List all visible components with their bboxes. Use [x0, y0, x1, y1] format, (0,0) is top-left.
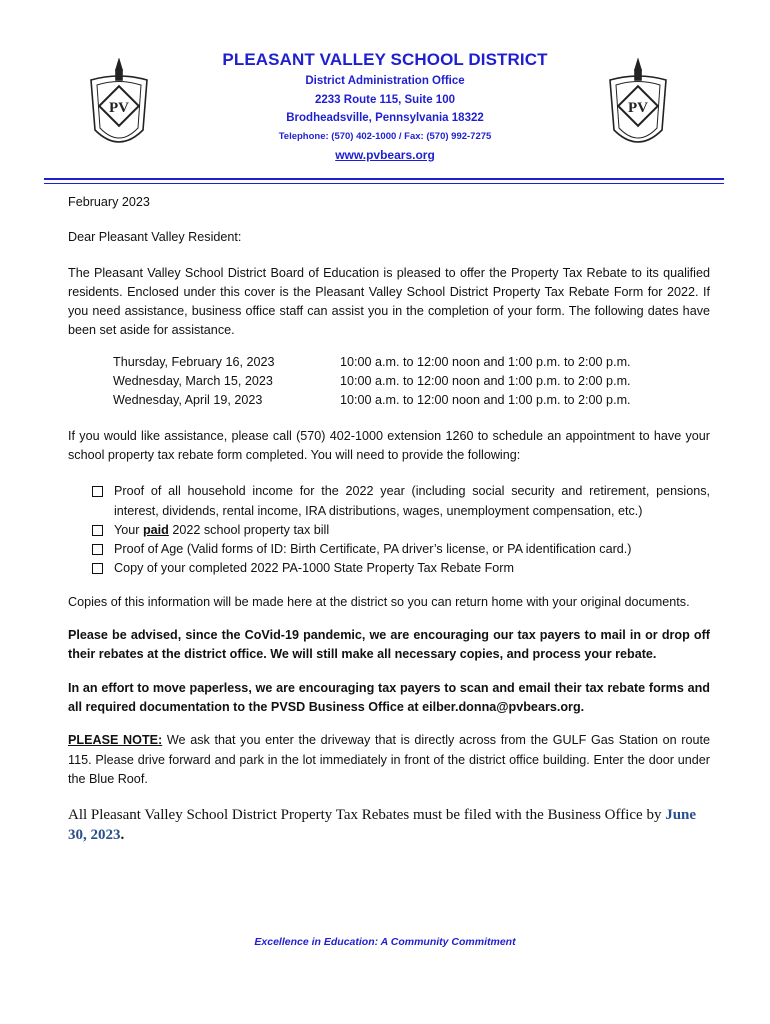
phone-fax: Telephone: (570) 402-1000 / Fax: (570) 992-7275: [278, 130, 492, 142]
header-divider: [44, 178, 724, 184]
date-time: 10:00 a.m. to 12:00 noon and 1:00 p.m. to 2:00 p.m.: [340, 374, 631, 389]
footer-motto: Excellence in Education: A Community Commitment: [254, 936, 516, 948]
letterhead: [0, 50, 770, 162]
checkbox-icon: [92, 525, 103, 536]
deadline-end: .: [120, 827, 125, 844]
date-day: Wednesday, March 15, 2023: [113, 374, 273, 389]
paid-emphasis: paid: [142, 522, 169, 537]
checklist-item-text: Proof of Age (Valid forms of ID: Birth Certificate, PA driver’s license, or PA identification card.): [114, 542, 632, 557]
salutation: Dear Pleasant Valley Resident:: [68, 230, 242, 245]
please-note-paragraph: [68, 731, 710, 789]
paperless-notice: In an effort to move paperless, we are encouraging tax payers to scan and email their tax rebate forms and all required documentation to the PVSD Business Office at eilber.donna@pvbears.org.: [68, 680, 710, 714]
checklist-item: [92, 540, 710, 559]
checkbox-icon: [92, 486, 103, 497]
checklist-item: [92, 521, 710, 540]
date-row: [113, 372, 710, 391]
date-row: [113, 353, 710, 372]
svg-text:PV: PV: [628, 100, 648, 116]
date-time: 10:00 a.m. to 12:00 noon and 1:00 p.m. to 2:00 p.m.: [340, 393, 631, 408]
letter-body: [68, 193, 710, 845]
checkbox-icon: [92, 544, 103, 555]
date-time: 10:00 a.m. to 12:00 noon and 1:00 p.m. to 2:00 p.m.: [340, 354, 631, 369]
deadline-paragraph: [68, 805, 710, 845]
date-row: [113, 391, 710, 410]
letter-date: February 2023: [68, 195, 150, 209]
street-address: 2233 Route 115, Suite 100: [315, 93, 455, 106]
required-documents-list: [68, 482, 710, 578]
city-address: Brodheadsville, Pennsylvania 18322: [286, 112, 484, 124]
date-day: Thursday, February 16, 2023: [113, 354, 275, 369]
district-name: PLEASANT VALLEY SCHOOL DISTRICT: [222, 50, 548, 69]
checklist-item-text: Proof of all household income for the 2022 year (including social security and retirement, pensions, interest, dividends, rental income, IRA distributions, wages, unemployment compensation, etc.): [114, 484, 710, 518]
website-link[interactable]: www.pvbears.org: [335, 147, 435, 162]
checkbox-icon: [92, 563, 103, 574]
please-note-label: PLEASE NOTE:: [68, 733, 163, 748]
checklist-item-text: Copy of your completed 2022 PA-1000 State Property Tax Rebate Form: [114, 561, 514, 576]
assistance-dates: [113, 353, 710, 411]
deadline-text: All Pleasant Valley School District Property Tax Rebates must be filed with the Business Office by: [68, 807, 666, 824]
intro-paragraph: The Pleasant Valley School District Board of Education is pleased to offer the Property Tax Rebate to its qualified residents. Enclosed under this cover is the Pleasant Valley School District Property Tax Rebate Form for 2022. If you need assistance, business office staff can assist you in the completion of your form. The following dates have been set aside for assistance.: [68, 265, 710, 338]
date-day: Wednesday, April 19, 2023: [113, 393, 263, 408]
checklist-item-text-prefix: Your: [114, 522, 143, 537]
copies-paragraph: Copies of this information will be made here at the district so you can return home with your original documents.: [68, 594, 690, 609]
assistance-paragraph: If you would like assistance, please call (570) 402-1000 extension 1260 to schedule an appointment to have your school property tax rebate form completed. You will need to provide the following:: [68, 428, 710, 462]
deadline-date: June 30, 2023: [68, 807, 697, 844]
office-name: District Administration Office: [305, 75, 465, 87]
checklist-item-text-suffix: 2022 school property tax bill: [168, 522, 330, 537]
svg-text:PV: PV: [109, 100, 129, 116]
please-note-text: We ask that you enter the driveway that is directly across from the GULF Gas Station on route 115. Please drive forward and park in the lot immediately in front of the district office building. Enter the door under the Blue Roof.: [68, 733, 710, 786]
checklist-item: [92, 482, 710, 521]
checklist-item: [92, 559, 710, 578]
covid-notice: Please be advised, since the CoVid-19 pandemic, we are encouraging our tax payers to mail in or drop off their rebates at the district office. We will still make all necessary copies, and process your rebate.: [68, 628, 710, 662]
